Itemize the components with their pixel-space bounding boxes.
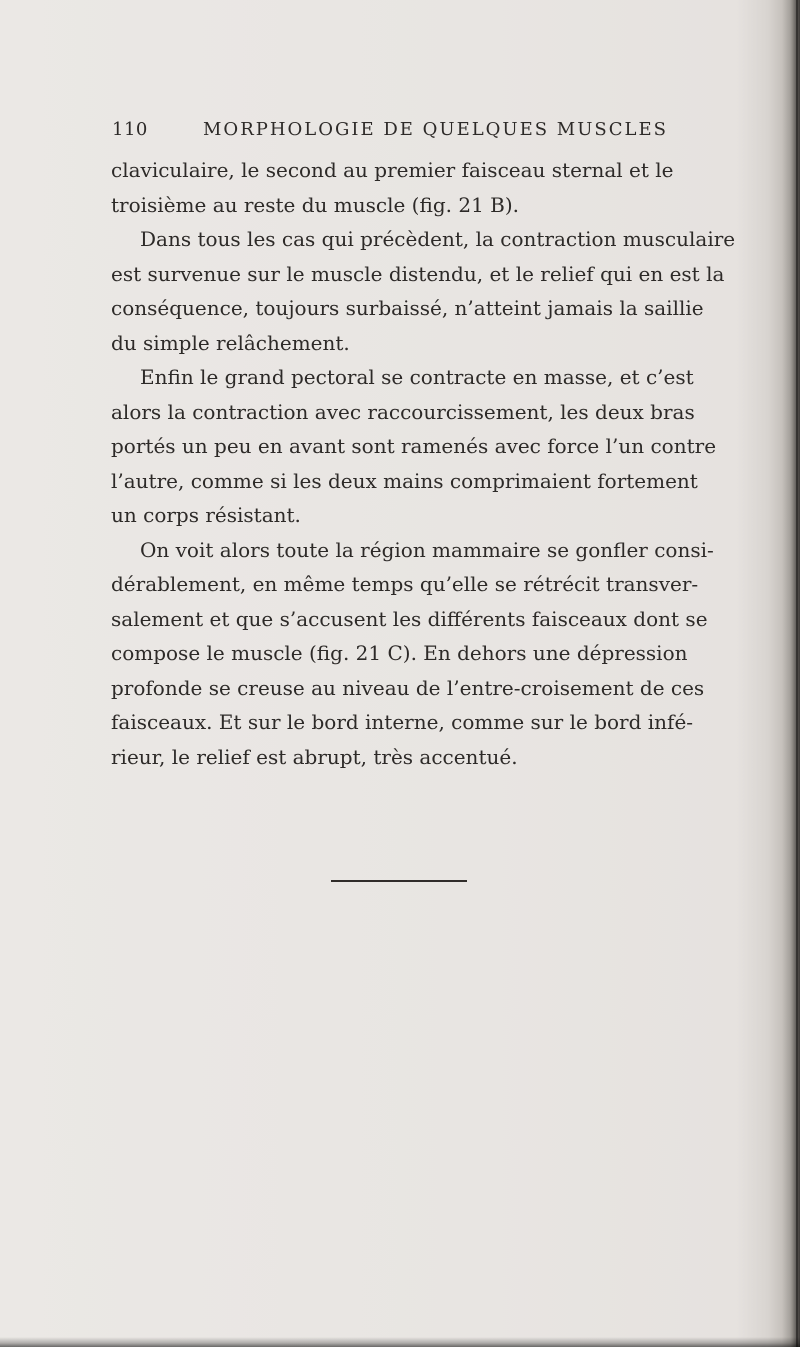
text-line: claviculaire, le second au premier faisceau sternal et le: [111, 158, 674, 182]
running-title: MORPHOLOGIE DE QUELQUES MUSCLES: [203, 119, 668, 140]
text-line: salement et que s’accusent les différents faisceaux dont se: [111, 606, 708, 631]
body-text: [111, 153, 736, 774]
page-edge-line: [796, 0, 798, 1347]
text-line: Enfin le grand pectoral se contracte en masse, et c’est: [140, 365, 694, 389]
text-line: Dans tous les cas qui précèdent, la contraction musculaire: [140, 227, 736, 251]
text-line: portés un peu en avant sont ramenés avec force l’un contre: [111, 434, 717, 458]
text-line: troisième au reste du muscle (fig. 21 B).: [111, 192, 520, 217]
text-line: du simple relâchement.: [111, 330, 350, 355]
text-line: faisceaux. Et sur le bord interne, comme sur le bord infé-: [111, 710, 694, 734]
text-line: compose le muscle (fig. 21 C). En dehors une dépression: [111, 641, 688, 665]
text-line: un corps résistant.: [111, 503, 301, 527]
text-line: l’autre, comme si les deux mains comprimaient fortement: [111, 468, 698, 493]
text-line: dérablement, en même temps qu’elle se rétrécit transver-: [111, 572, 699, 596]
text-line: conséquence, toujours surbaissé, n’atteint jamais la saillie: [111, 296, 704, 320]
text-line: profonde se creuse au niveau de l’entre-croisement de ces: [111, 675, 705, 700]
section-divider: [331, 880, 467, 882]
text-line: rieur, le relief est abrupt, très accentué.: [111, 744, 518, 769]
page-number: 110: [112, 119, 148, 140]
page-header: [112, 119, 772, 151]
text-line: est survenue sur le muscle distendu, et le relief qui en est la: [111, 261, 725, 286]
page-bottom-edge: [0, 1337, 800, 1347]
text-line: alors la contraction avec raccourcissement, les deux bras: [111, 399, 695, 424]
text-line: On voit alors toute la région mammaire se gonfler consi-: [140, 537, 714, 562]
